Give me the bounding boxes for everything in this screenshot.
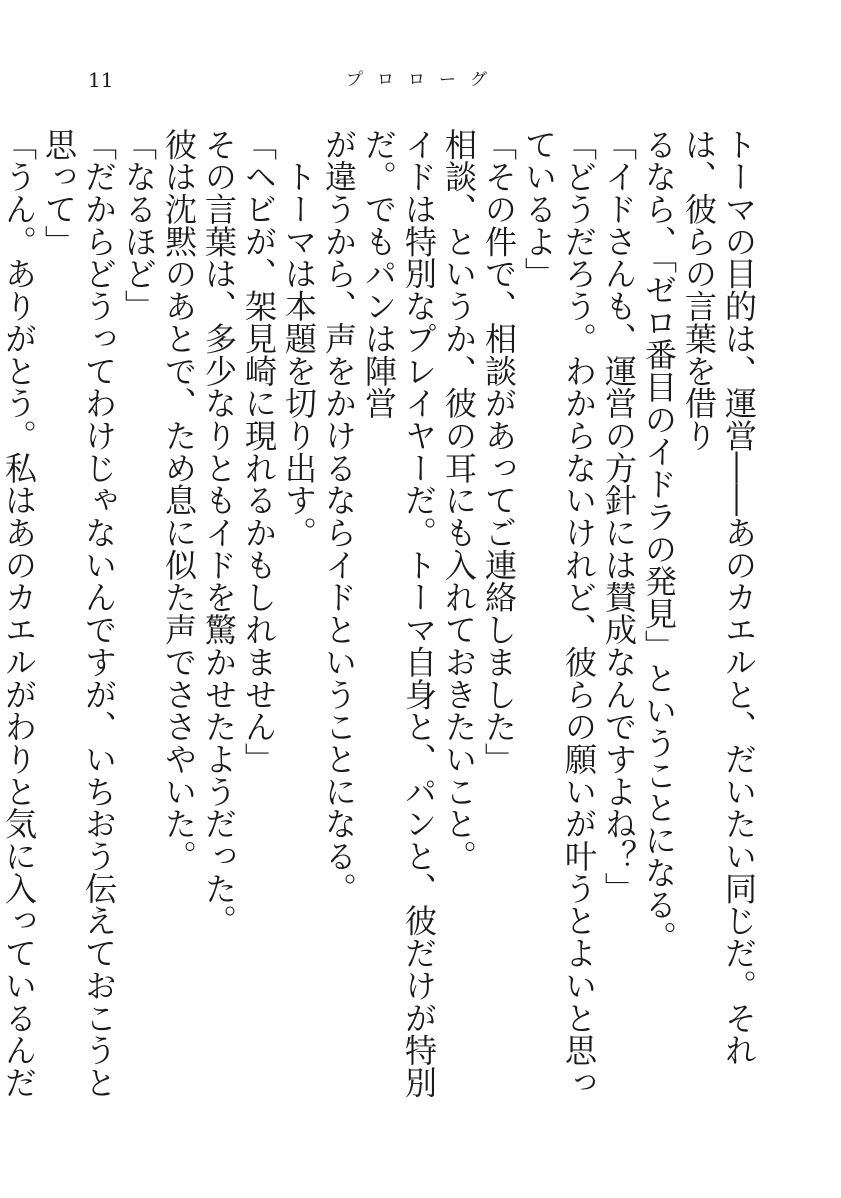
text-line: 「イドさんも、運営の方針には賛成なんですよね？」	[600, 128, 638, 905]
text-line: トーマの目的は、運営――あのカエルと、だいたい同じだ。それは、彼らの言葉を借り	[680, 128, 758, 1067]
text-line: 「その件で、相談があってご連絡しました」	[480, 128, 518, 775]
text-line: るなら、「ゼロ番目のイドラの発見」ということになる。	[640, 128, 678, 953]
page-number: 11	[88, 68, 114, 92]
text-line: 「なるほど」	[120, 128, 158, 323]
text-line: 相談、というか、彼の耳にも入れておきたいこと。	[440, 128, 478, 873]
text-line: 「どうだろう。わからないけれど、彼らの願いが叶うとよいと思っているよ」	[520, 128, 598, 1099]
body-text	[0, 128, 759, 1128]
text-line: 「だからどうってわけじゃないんですが、いちおう伝えておこうと思って」	[40, 128, 118, 1099]
text-line: その言葉は、多少なりともイドを驚かせたようだった。	[200, 128, 238, 937]
text-line: イドは特別なプレイヤーだ。トーマ自身と、パンと、彼だけが特別だ。でもパンは陣営	[360, 128, 438, 1099]
running-header: プロローグ	[346, 70, 501, 90]
text-line: 「ヘビが、架見崎に現れるかもしれません」	[240, 128, 278, 775]
text-line: 彼は沈黙のあとで、ため息に似た声でささやいた。	[160, 128, 198, 873]
text-line: 「うん。ありがとう。私はあのカエルがわりと気に入っているんだ	[0, 128, 38, 1099]
text-line: が違うから、声をかけるならイドということになる。	[320, 128, 358, 905]
text-line: トーマは本題を切り出す。	[280, 128, 318, 549]
